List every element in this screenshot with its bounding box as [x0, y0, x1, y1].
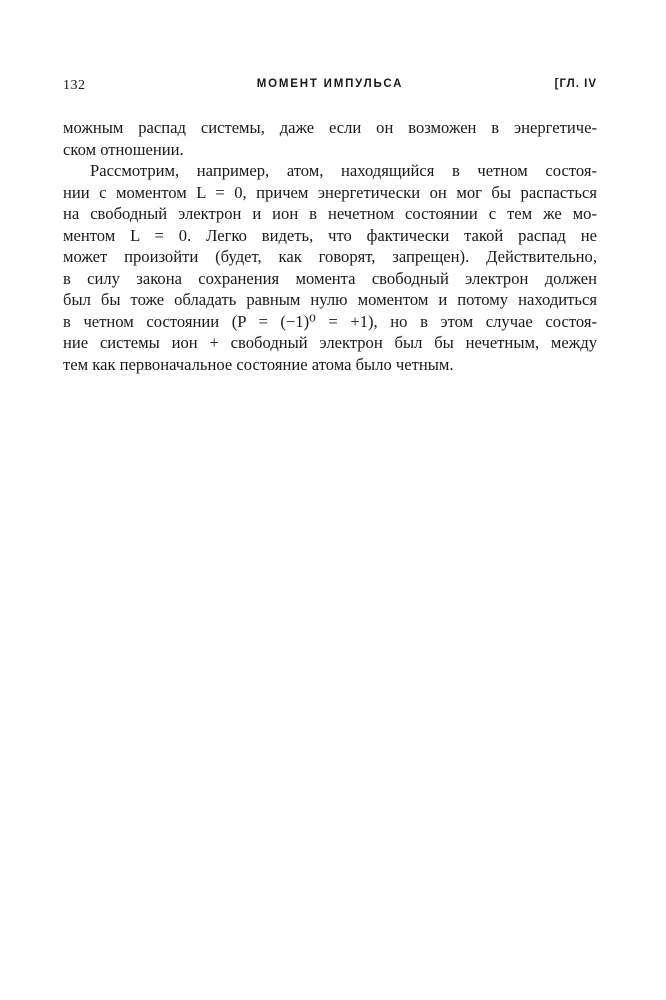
text-line: был бы тоже обладать равным нулю моментом и потому находиться [63, 290, 597, 309]
text-line: ментом L = 0. Легко видеть, что фактически такой распад не [63, 225, 597, 245]
text-line: на свободный электрон и ион в нечетном состоянии с тем же мо- [63, 204, 597, 223]
paragraph-example [63, 160, 597, 375]
running-head [63, 78, 597, 98]
text-line: Рассмотрим, например, атом, находящийся в четном состоя- [90, 161, 597, 180]
chapter-reference: [ГЛ. IV [554, 78, 597, 90]
text-line: в четном состоянии (P = (−1)⁰ = +1), но в этом случае состоя- [63, 311, 597, 331]
text-line: нии с моментом L = 0, причем энергетически он мог бы распасться [63, 182, 597, 202]
text-line: ние системы ион + свободный электрон был бы нечетным, между [63, 333, 597, 352]
text-line: можным распад системы, даже если он возможен в энергетиче- [63, 118, 597, 137]
chapter-title: МОМЕНТ ИМПУЛЬСА [256, 78, 404, 90]
text-line: тем как первоначальное состояние атома было четным. [63, 354, 454, 374]
text-line: может произойти (будет, как говорят, запрещен). Действительно, [63, 247, 597, 266]
paragraph-continuation [63, 117, 597, 160]
body-text [63, 117, 597, 375]
page-number: 132 [63, 78, 86, 93]
text-line: ском отношении. [63, 139, 184, 159]
text-line: в силу закона сохранения момента свободный электрон должен [63, 268, 597, 288]
